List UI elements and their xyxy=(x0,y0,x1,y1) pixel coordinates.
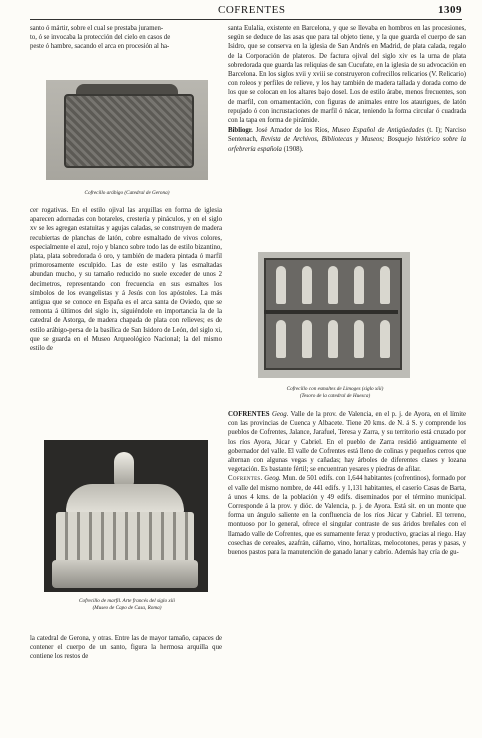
casket-base xyxy=(52,560,198,588)
enamel-figure xyxy=(302,320,312,358)
enamel-figure xyxy=(380,320,390,358)
bibliography-text: (t. I); Narciso Sentenach, xyxy=(228,127,466,144)
entry-cofrentes-valley xyxy=(228,410,466,474)
enamel-figure xyxy=(354,266,364,304)
figure-limoges-casket xyxy=(258,252,410,378)
text-line: peste ó hambre, sacando el arca en procesión al ha- xyxy=(30,43,170,51)
running-title: COFRENTES xyxy=(218,4,286,16)
paragraph: cer rogativas. En el estilo ojival las arquillas en forma de iglesia aparecen adornadas con botareles, crestería y pináculos, y en el siglo xv se les agregan estatuitas y agujas caladas, se construyen de madera recubiertas de planchas de latón, cobre esmaltado de vivos colores, especialmente el azul, rojo y blanco sobre todo las de estilo bizantino, plata, plata sobredorada ó oro, y también de madera pintada ó marfil primorosamente esculpido. Las de este estilo y las esmaltadas abundan mucho, y su tamaño reducido no suele exceder de unos 2 decímetros, representando con frecuencia en sus esmaltes los símbolos de los evangelistas y á Jesús con los apóstoles. La más antigua que se conoce en España es el arca santa de Oviedo, que se remonta á últimos del siglo ix, siguiéndole en importancia la de la catedral de Astorga, de madera chapada de plata con relieves; es de estilo arábigo-persa de la basílica de San Isidoro de León, del siglo xi, que se guarda en el Museo Arqueológico Nacional; la del mismo estilo de xyxy=(30,207,222,353)
bibliography-title: Museo Español de Antigüedades xyxy=(331,127,425,135)
enamel-figure xyxy=(328,266,338,304)
text-line: santo ó mártir, sobre el cual se prestaba juramen- xyxy=(30,25,164,32)
paragraph: santa Eulalia, existente en Barcelona, y que se llevaba en hombros en las procesiones, según se deduce de las asas que para tal objeto tiene, y la que guarda el cuerpo de san Isidro, que se conserva en la iglesia de San Andrés en Madrid, de plata calada, regalo de la Corporación de plateros. De factura ojival del siglo xiv es la urna de plata sobredorada que guarda las reliquias de san Cucufate, en la iglesia de su advocación en Barcelona. En los siglos xvii y xviii se construyeron cofrecillos relicarios (V. Relicario) con roleos y perfiles de relieve, y los hay también de madera tallada y dorada como de los que se colocan en los altares bajo dosel. Los de estilo árabe, menos frecuentes, son de marfil, con ornamentación, con figuras de animales entre los ataurigues, de latón repujado ó con incrustaciones de marfil ó nácar, teniendo la forma circular ó cuadrada con la tapa en forma de pirámide. xyxy=(228,25,466,125)
enamel-figure xyxy=(380,266,390,304)
bibliography xyxy=(228,126,466,154)
right-column-bottom xyxy=(228,410,466,557)
enamel-figure xyxy=(302,266,312,304)
entry-text: Mun. de 501 edifs. con 1,644 habitantes (cofrentinos), formado por el valle del mismo nombre, de 441 edifs. y 1,131 habitantes, el caserío Casas de Barta, á unos 4 kms. de la población y 49 edifs. diseminados por el término municipal. Corresponde á la prov. y dióc. de Valencia, p. j. de Ayora. Está sit. en un monte que forma un ángulo saliente en la confluencia de los ríos Júcar y Cabriel. El terreno, montuoso por lo general, ofrece el singular contraste de sus áridos breñales con el llamado valle de Cofrentes, que es sumamente feraz y productivo, gracias al riego. Hay cosechas de cereales, azafrán, cáñamo, vino, hortalizas, melocotones, peras y pasas, y buenos pastos para la manutención de ganado lanar y cabrío. Además hay cría de gu- xyxy=(228,475,467,557)
casket-body xyxy=(64,94,194,168)
figure-caption-source: (Museo de Capo de Casa, Roma) xyxy=(92,605,162,611)
entry-cofrentes-municipality xyxy=(228,474,466,557)
entry-headword: Cofrentes. xyxy=(228,475,263,483)
entry-headword: COFRENTES xyxy=(228,411,270,418)
enamel-figure xyxy=(276,266,286,304)
header-rule xyxy=(30,19,462,20)
left-column-middle xyxy=(30,206,222,353)
text-line: to, ó se invocaba la protección del cielo en casos de xyxy=(30,34,171,42)
enamel-figure xyxy=(328,320,338,358)
entry-subject: Geog. xyxy=(264,475,281,483)
casket-body xyxy=(56,512,194,564)
figure-caption: Cofrecillo de marfil. Arte francés del siglo xiii xyxy=(79,598,175,604)
casket-lid xyxy=(66,484,184,514)
entry-text: Valle de la prov. de Valencia, en el p. j. de Ayora, en el límite con las provincias de Cuenca y Albacete. Tiene 20 kms. de N. á S. y comprende los pueblos de Cofrentes, Jalance, Jarafuel, Teresa y Zarra, y su territorio está cruzado por los ríos Ayora, Júcar y Cabriel. En el pueblo de Zarra residió antiguamente el gobernador del valle. El valle de Cofrentes está lleno de colinas y pequeños cerros que alternan con algunas vegas y cañadas; hay árboles de diferentes clases y lozana vegetación. Es bastante fértil; se encuentran yesares y piedras de afilar. xyxy=(228,411,467,474)
figure-caption-source: (Tesoro de la catedral de Huesca) xyxy=(299,393,371,399)
casket-finial xyxy=(114,452,134,486)
left-column-top xyxy=(30,24,222,52)
casket-band xyxy=(264,310,398,314)
page-number: 1309 xyxy=(438,4,462,16)
enamel-figure xyxy=(354,320,364,358)
right-column-top xyxy=(228,24,466,154)
bibliography-text: (1908). xyxy=(283,145,304,153)
bibliography-text: José Amador de los Ríos, xyxy=(255,127,330,135)
bibliography-title: Revista de Archivos, Bibliotecas y Museos; Bosquejo histórico sobre la orfebrería española xyxy=(228,136,466,153)
figure-caption: Cofrecillo con esmaltes de Limoges (siglo xiii) xyxy=(286,386,384,392)
figure-caption: Cofrecillo arábigo (Catedral de Gerona) xyxy=(84,190,170,196)
figure-ivory-casket xyxy=(44,440,208,592)
left-column-bottom xyxy=(30,634,222,662)
figure-arabic-casket xyxy=(46,80,208,180)
bibliography-label: Bibliogr. xyxy=(228,127,253,135)
paragraph: la catedral de Gerona, y otras. Entre las de mayor tamaño, capaces de contener el cuerpo de un santo, figura la hermosa arquilla que contiene los restos de xyxy=(30,635,222,661)
page-header xyxy=(30,4,462,20)
enamel-figure xyxy=(276,320,286,358)
entry-subject: Geog. xyxy=(271,411,289,418)
